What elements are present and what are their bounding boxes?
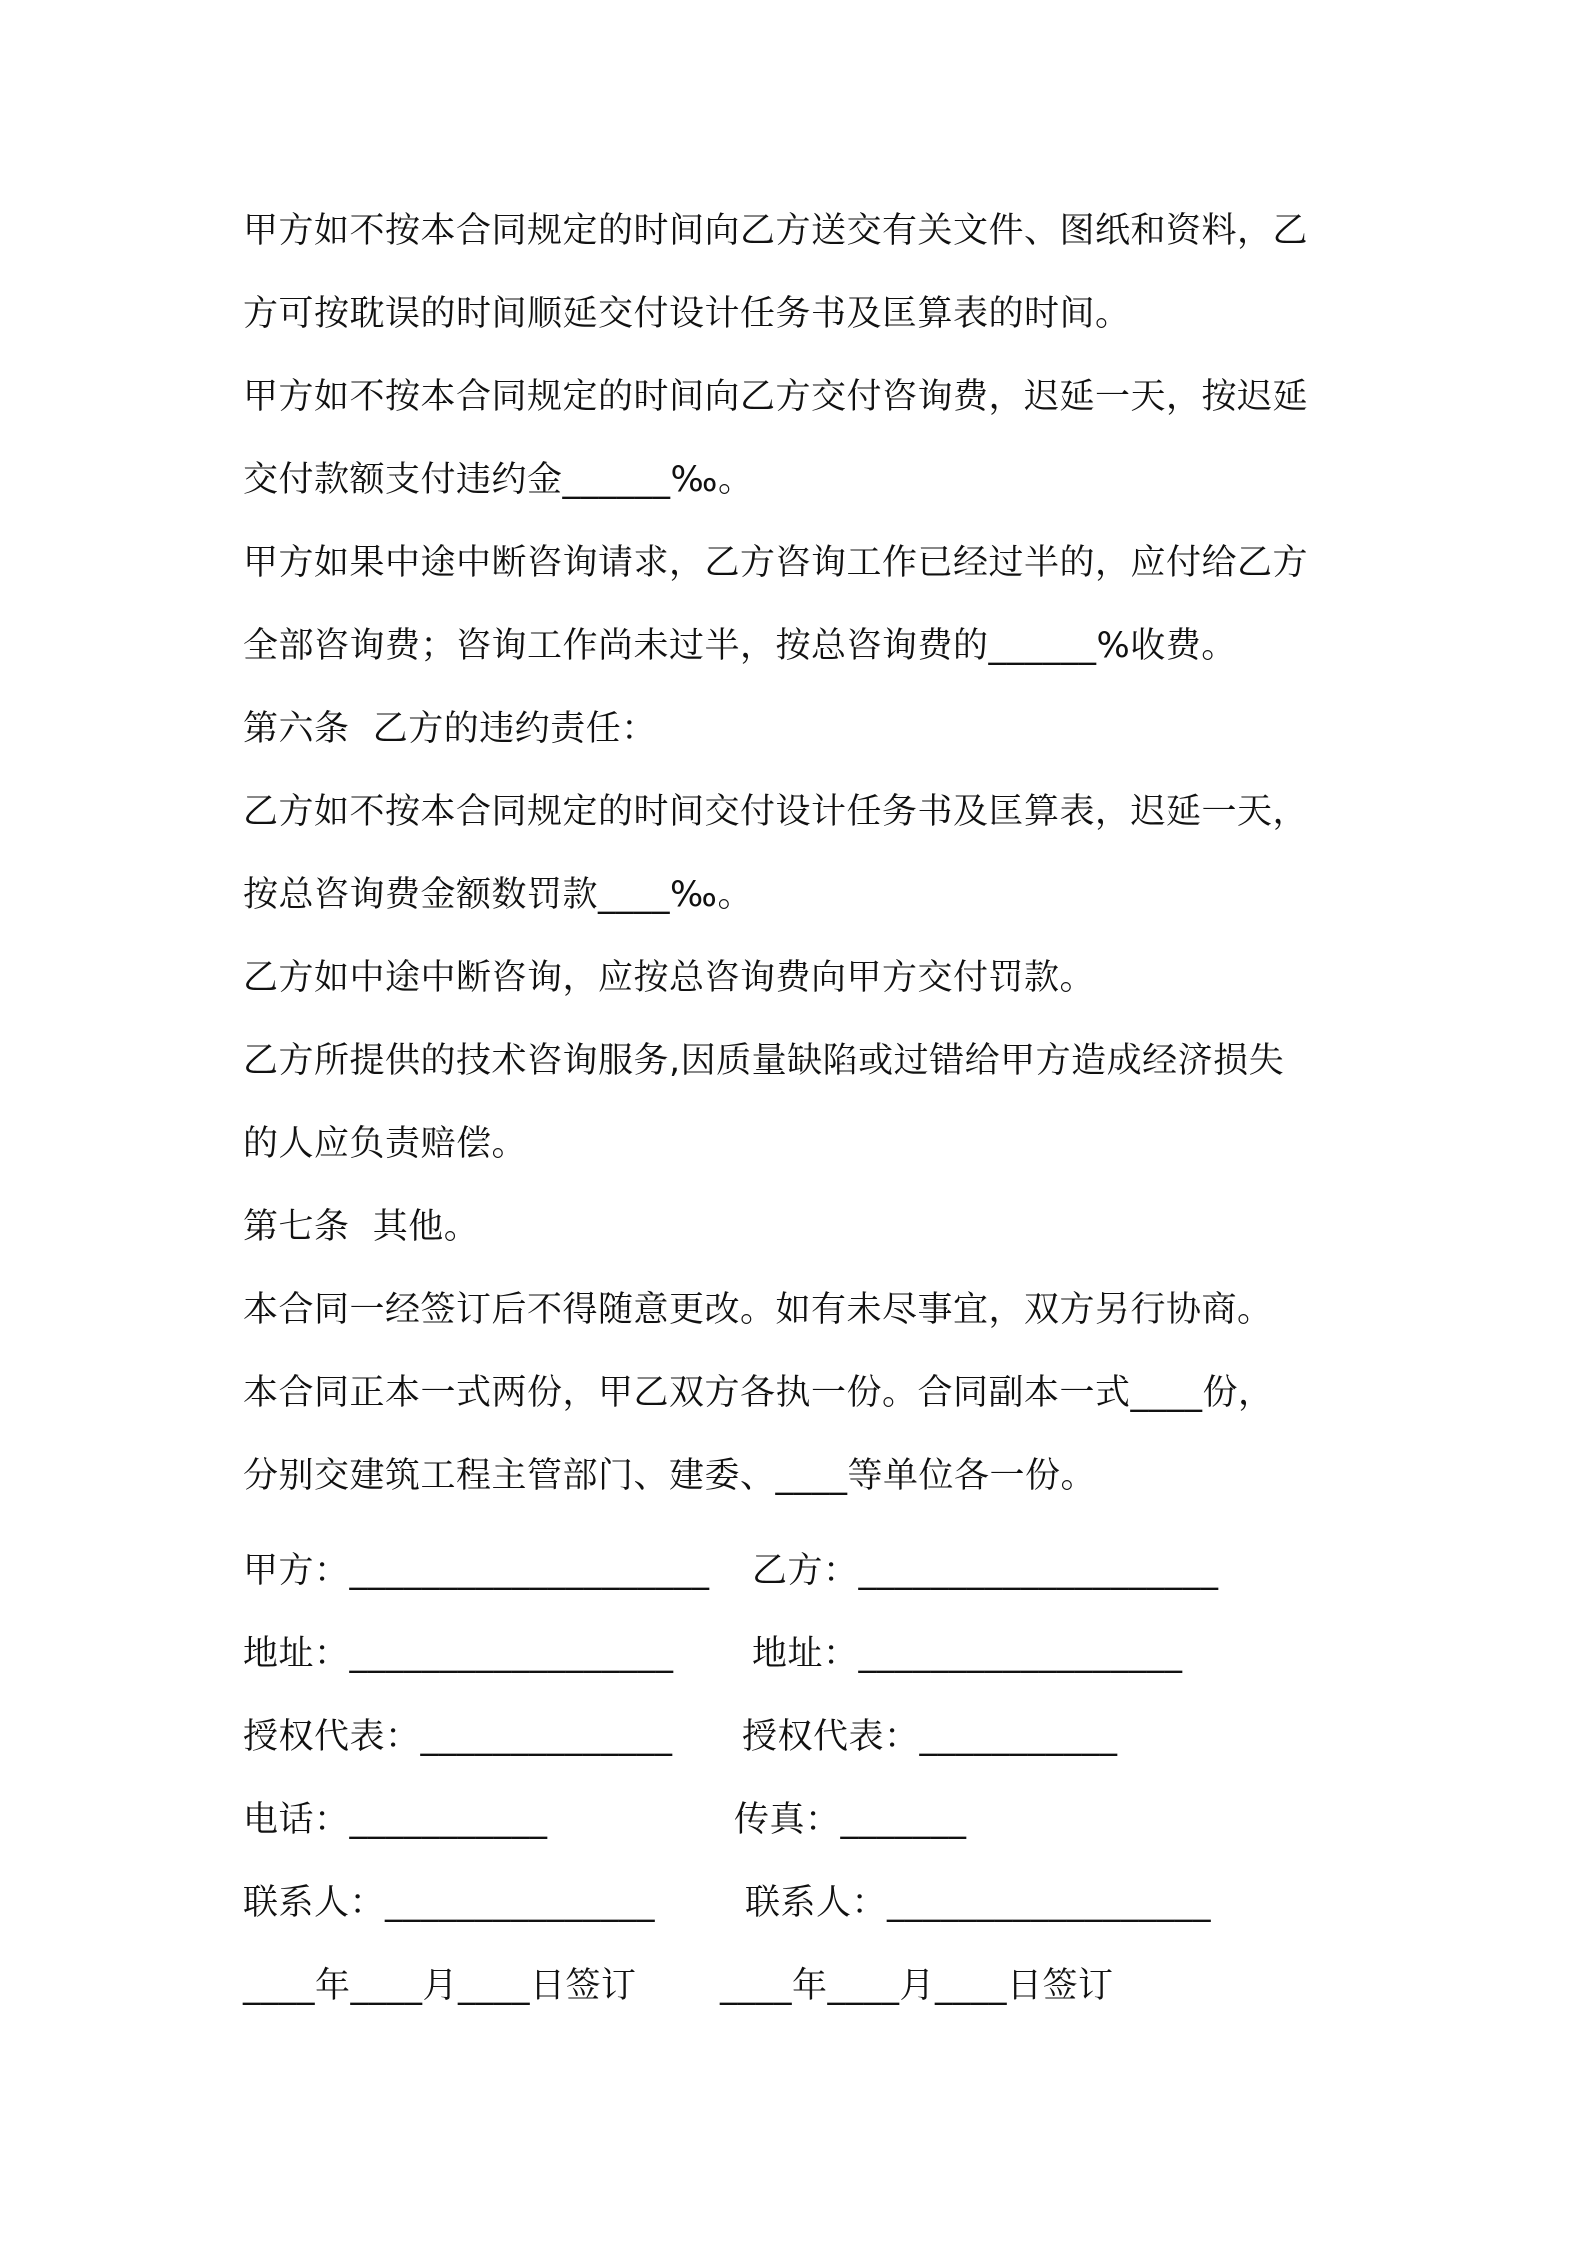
para4-line2: 按总咨询费金额数罚款____‰。 [243, 875, 753, 915]
para1-line2: 方可按耽误的时间顺延交付设计任务书及匡算表的时间。 [243, 294, 1131, 334]
para8-line2: 分别交建筑工程主管部门、建委、____等单位各一份。 [243, 1456, 1097, 1496]
para7: 本合同一经签订后不得随意更改。如有未尽事宜，双方另行协商。 [243, 1290, 1273, 1330]
article6-heading: 第六条 乙方的违约责任： [243, 709, 657, 749]
date-a-field: ____年____月____日签订 [243, 1966, 637, 2006]
para1-line1: 甲方如不按本合同规定的时间向乙方送交有关文件、图纸和资料，乙 [243, 211, 1309, 251]
contact-b-field: 联系人：__________________ [745, 1883, 1212, 1923]
rep-b-field: 授权代表：___________ [742, 1717, 1118, 1757]
fax-b-field: 传真：_______ [734, 1800, 967, 1840]
para4-line1: 乙方如不按本合同规定的时间交付设计任务书及匡算表，迟延一天， [243, 792, 1309, 832]
para3-line2: 全部咨询费；咨询工作尚未过半，按总咨询费的______%收费。 [243, 626, 1237, 666]
para2-line2: 交付款额支付违约金______‰。 [243, 460, 754, 500]
para5: 乙方如中途中断咨询，应按总咨询费向甲方交付罚款。 [243, 958, 1096, 998]
rep-a-field: 授权代表：______________ [243, 1717, 673, 1757]
address-b-field: 地址：__________________ [752, 1634, 1183, 1674]
para8-line1: 本合同正本一式两份，甲乙双方各执一份。合同副本一式____份， [243, 1373, 1274, 1413]
contact-a-field: 联系人：_______________ [243, 1883, 656, 1923]
party-b-field: 乙方：____________________ [752, 1551, 1219, 1591]
para2-line1: 甲方如不按本合同规定的时间向乙方交付咨询费，迟延一天，按迟延 [243, 377, 1309, 417]
para6-line2: 的人应负责赔偿。 [243, 1124, 528, 1164]
para6-line1: 乙方所提供的技术咨询服务,因质量缺陷或过错给甲方造成经济损失 [243, 1041, 1285, 1081]
phone-a-field: 电话：___________ [243, 1800, 548, 1840]
para3-line1: 甲方如果中途中断咨询请求，乙方咨询工作已经过半的，应付给乙方 [243, 543, 1309, 583]
party-a-field: 甲方：____________________ [243, 1551, 710, 1591]
address-a-field: 地址：__________________ [243, 1634, 674, 1674]
date-b-field: ____年____月____日签订 [720, 1966, 1114, 2006]
article7-heading: 第七条 其他。 [243, 1207, 480, 1247]
